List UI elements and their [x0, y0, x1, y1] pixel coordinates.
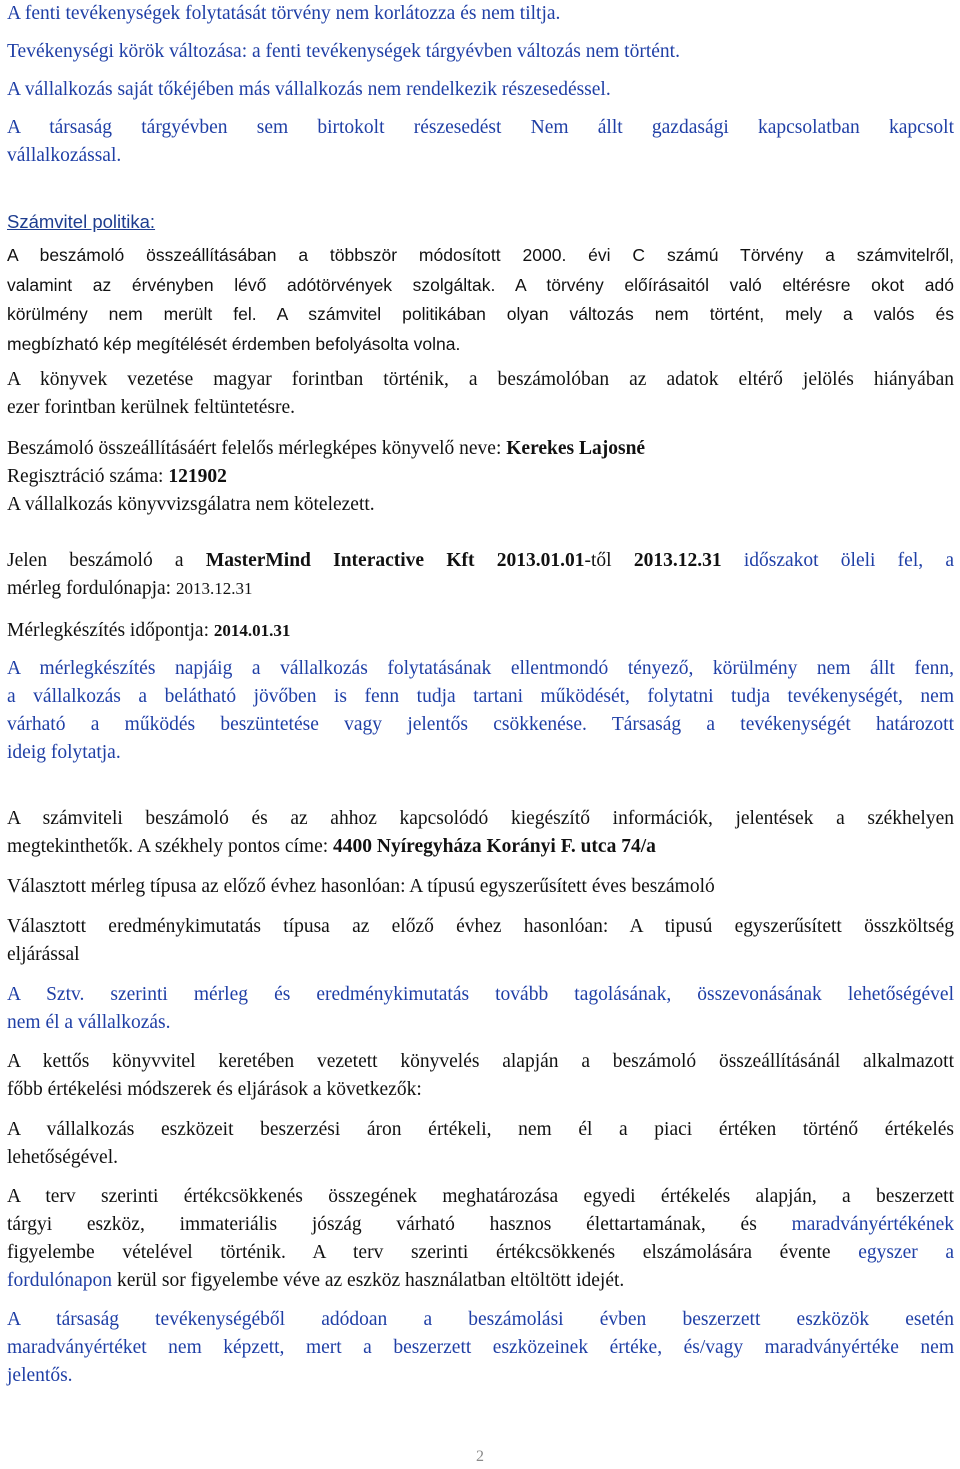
policy-line-2: valamint az érvényben lévő adótörvények szolgáltak. A törvény előírásaitól való eltérésre okot adó: [7, 274, 954, 295]
residual-value-section: [7, 1306, 954, 1390]
books-line-2: ezer forintban kerülnek feltüntetésre.: [7, 397, 296, 418]
period-end-date: 2013.12.31: [633, 550, 722, 571]
income-type-line-1: Választott eredménykimutatás típusa az előző évhez hasonlóan: A tipusú egyszerűsített összköltség: [7, 916, 954, 937]
sztv-line-1: A Sztv. szerinti mérleg és eredménykimutatás tovább tagolásának, összevonásának lehetőségével: [7, 984, 954, 1005]
registration-line: [7, 463, 954, 491]
page-number: 2: [476, 1448, 484, 1465]
registration-number: 121902: [168, 466, 227, 487]
going-concern-line-1: A mérlegkészítés napjáig a vállalkozás folytatásának ellentmondó tényező, körülmény nem állt fenn,: [7, 658, 954, 679]
once-term: egyszer a: [858, 1242, 955, 1263]
depreciation-line-1: A terv szerinti értékcsökkenés összegének meghatározása egyedi értékelés alapján, a beszerzett: [7, 1186, 954, 1207]
valuation-line-2: főbb értékelési módszerek és eljárások a következők:: [7, 1079, 422, 1100]
period-outro: időszakot öleli fel, a: [721, 550, 955, 571]
accounting-policy-heading: Számvitel politika:: [7, 211, 156, 232]
going-concern-line-2: a vállalkozás a belátható jövőben is fenn tudja tartani működését, folytatni tudja tevékenységét, nem: [7, 686, 954, 707]
company-name: MasterMind Interactive Kft: [205, 550, 475, 571]
seat-address-label: megtekinthetők. A székhely pontos címe:: [7, 836, 334, 857]
seat-line-1: A számviteli beszámoló és az ahhoz kapcsolódó kiegészítő információk, jelentések a székhelyen: [7, 808, 954, 829]
activities-section: [7, 0, 954, 170]
accountant-section: [7, 435, 954, 519]
depreciation-line-4: [7, 1267, 954, 1295]
depreciation-section: [7, 1183, 954, 1295]
going-concern-section: [7, 655, 954, 767]
report-period-line1: [7, 547, 954, 575]
income-type-line-2: eljárással: [7, 944, 80, 965]
balance-type-text: [7, 873, 954, 901]
registration-label: Regisztráció száma:: [7, 466, 169, 487]
preparation-date-line: [7, 617, 954, 645]
activities-continuation-text: A fenti tevékenységek folytatását törvény nem korlátozza és nem tiltja.: [7, 3, 561, 24]
preparation-date-label: Mérlegkészítés időpontja:: [7, 620, 214, 641]
bookkeeping-currency-text: [7, 366, 954, 422]
period-from-suffix: -től: [584, 550, 612, 571]
accountant-line: [7, 435, 954, 463]
sztv-section: [7, 981, 954, 1037]
residual-line-2: maradványértéket nem képzett, mert a beszerzett eszközeinek értéke, és/vagy maradványértéke nem: [7, 1337, 954, 1358]
sztv-line-2: nem él a vállalkozás.: [7, 1012, 171, 1033]
seat-address: 4400 Nyíregyháza Korányi F. utca 74/a: [333, 836, 656, 857]
depreciation-line-3-text: figyelembe vételével történik. A terv szerinti értékcsökkenés elszámolására évente: [7, 1242, 859, 1263]
going-concern-line-4: ideig folytatja.: [7, 742, 121, 763]
accountant-name: Kerekes Lajosné: [506, 438, 646, 459]
balance-type-line: Választott mérleg típusa az előző évhez hasonlóan: A típusú egyszerűsített éves beszámoló: [7, 876, 715, 897]
depreciation-line-2: [7, 1211, 954, 1239]
accounting-policy-body: [7, 241, 954, 359]
policy-line-1: A beszámoló összeállításában a többször módosított 2000. évi C számú Törvény a számvitelről,: [7, 245, 954, 265]
participation-text-line1: A társaság tárgyévben sem birtokolt részesedést Nem állt gazdasági kapcsolatban kapcsolt: [7, 117, 954, 138]
report-period-section: [7, 547, 954, 603]
assets-line-2: lehetőségével.: [7, 1147, 118, 1168]
report-intro: Jelen beszámoló a: [7, 550, 206, 571]
depreciation-line-4-text: kerül sor figyelembe véve az eszköz használatban eltöltött idejét.: [112, 1270, 625, 1291]
balance-date-term: fordulónapon: [7, 1270, 113, 1291]
balance-date: 2013.12.31: [175, 579, 253, 598]
residual-value-term: maradványértékének: [791, 1214, 954, 1235]
seat-section: [7, 805, 954, 861]
participation-text-line2: vállalkozással.: [7, 145, 122, 166]
going-concern-line-3: várható a működés beszüntetése vagy jelentős csökkenése. Társaság a tevékenységét határozott: [7, 714, 954, 735]
balance-date-label: mérleg fordulónapja:: [7, 578, 176, 599]
books-line-1: A könyvek vezetése magyar forintban történik, a beszámolóban az adatok eltérő jelölés hiányában: [7, 369, 954, 390]
balance-date-line: [7, 575, 954, 603]
accountant-label: Beszámoló összeállításáért felelős mérlegképes könyvelő neve:: [7, 438, 507, 459]
audit-text: A vállalkozás könyvvizsgálatra nem kötelezett.: [7, 494, 375, 515]
residual-line-3: jelentős.: [7, 1365, 73, 1386]
residual-line-1: A társaság tevékenységéből adódoan a beszámolási évben beszerzett eszközök esetén: [7, 1309, 954, 1330]
period-start-date: 2013.01.01: [496, 550, 585, 571]
policy-line-3: körülmény nem merült fel. A számvitel politikában olyan változás nem történt, mely a valós és: [7, 304, 954, 324]
depreciation-line-3: [7, 1239, 954, 1267]
equity-share-text: A vállalkozás saját tőkéjében más vállalkozás nem rendelkezik részesedéssel.: [7, 79, 611, 100]
policy-line-4: megbízható kép megítélését érdemben befolyásolta volna.: [7, 333, 461, 354]
seat-line-2: [7, 833, 954, 861]
depreciation-line-2-text: tárgyi eszköz, immateriális jószág várható hasznos élettartamának, és: [7, 1214, 792, 1235]
valuation-line-1: A kettős könyvvitel keretében vezetett könyvelés alapján a beszámoló összeállításánál alkalmazott: [7, 1051, 954, 1072]
preparation-date: 2014.01.31: [213, 621, 291, 640]
income-type-section: [7, 913, 954, 969]
preparation-date-section: [7, 617, 954, 645]
assets-section: [7, 1116, 954, 1172]
valuation-section: [7, 1048, 954, 1104]
accounting-policy-section: [7, 208, 954, 236]
activity-change-text: Tevékenységi körök változása: a fenti tevékenységek tárgyévben változás nem történt.: [7, 41, 680, 62]
assets-line-1: A vállalkozás eszközeit beszerzési áron értékeli, nem él a piaci értéken történő értékelés: [7, 1119, 954, 1140]
